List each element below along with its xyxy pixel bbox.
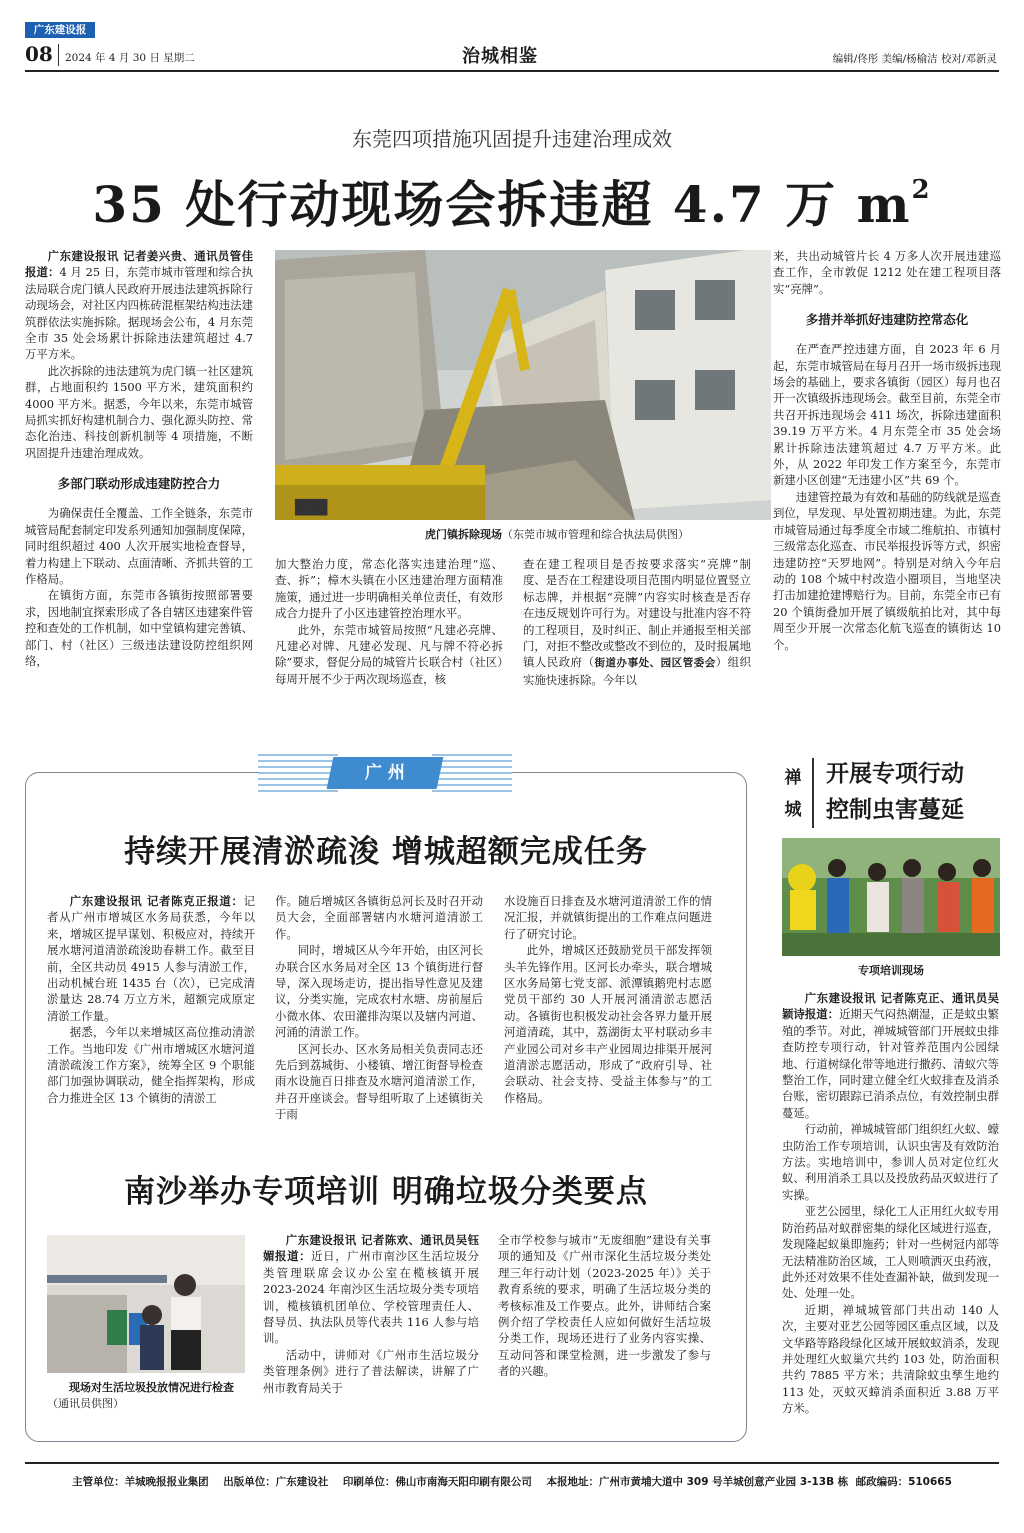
lead-paragraph-7b: ）组织实施快速拆除。今年以 <box>523 655 751 687</box>
nansha-paragraph-1: 近日，广州市南沙区生活垃圾分类管理联席会议办公室在榄核镇开展 2023-2024 年南沙区生活垃圾分类专项培训，榄核镇机团单位、学校管理责任人、督导员、执法队员等代表共 116 人参与培训。 <box>263 1249 479 1346</box>
lead-subtitle: 东莞四项措施巩固提升违建治理成效 <box>352 127 672 151</box>
guangzhou-banner-deco-left <box>258 752 338 792</box>
nansha-col-2 <box>498 1232 711 1380</box>
lead-paragraph-8: 来，共出动城管片长 4 万多人次开展违建巡查工作，全市敦促 1212 处在建工程项目落实“亮牌”。 <box>773 249 1001 296</box>
guangzhou-col-2 <box>275 893 483 1123</box>
guangzhou-paragraph-2: 据悉，今年以来增城区高位推动清淤工作。当地印发《广州市增城区水塘河道清淤疏浚工作方案》，统筹全区 9 个职能部门加强协调联动，健全指挥架构，形成合力推进全区 13 个镇街的清淤工 <box>47 1025 255 1105</box>
demolition-photo-caption <box>425 526 775 542</box>
lead-paragraph-7-note: 街道办事处、园区管委会 <box>594 657 716 670</box>
lead-title-superscript: 2 <box>911 175 932 205</box>
lead-byline: 广东建设报讯 记者姜兴贵、通讯员管佳报道： <box>25 249 253 280</box>
chancheng-divider <box>812 758 814 828</box>
guangzhou-paragraph-3: 作。随后增城区各镇街总河长及时召开动员大会，全面部署辖内水塘河道清淤工作。 <box>275 894 483 941</box>
lead-col-3 <box>523 556 751 688</box>
guangzhou-banner-label: 广 州 <box>365 763 405 783</box>
guangzhou-banner-deco-right <box>432 752 512 792</box>
lead-paragraph-5: 加大整治力度，常态化落实违建治理“巡、查、拆”；樟木头镇在小区违建治理方面精准施策，通过进一步明确相关单位责任，有效形成合力提升了小区违建管控治理水平。 <box>275 557 503 621</box>
chancheng-col <box>782 990 999 1417</box>
chancheng-title-line-1: 开展专项行动 <box>826 760 964 787</box>
issue-date: 2024 年 4 月 30 日 星期二 <box>65 52 195 64</box>
page-number-divider <box>58 44 59 66</box>
chancheng-title-line-2: 控制虫害蔓延 <box>826 796 964 823</box>
nansha-col-1 <box>263 1232 479 1396</box>
chancheng-photo-caption: 专项培训现场 <box>858 964 924 977</box>
lead-paragraph-4: 在镇街方面，东莞市各镇街按照部署要求，因地制宜探索形成了各自辖区违建案件管控和查处的工作机制，如中堂镇构建完善镇、部门、村（社区）三级违法建设防控组织网络， <box>25 588 253 668</box>
nansha-caption-source: （通讯员供图） <box>47 1397 124 1410</box>
editor-credits: 编辑/佟彤 美编/杨榆洁 校对/邓新灵 <box>832 53 997 65</box>
footer-rule <box>25 1462 999 1464</box>
chancheng-paragraph-1: 近期天气闷热潮湿，正是蚊虫繁殖的季节。对此，禅城城管部门开展蚊虫排查防控专项行动，针对管养范围内公园绿地、行道树绿化带等地进行撒药、清蚁穴等整治工作，同时建立健全红火蚁排查及消杀台账，密切跟踪已消杀点位，有效控制虫群蔓延。 <box>782 1007 999 1120</box>
nansha-title: 南沙举办专项培训 明确垃圾分类要点 <box>124 1174 648 1210</box>
lead-col-1 <box>25 248 253 669</box>
guangzhou-byline: 广东建设报讯 记者陈克正报道： <box>69 894 244 908</box>
chancheng-district-char-1: 禅 <box>784 768 802 788</box>
chancheng-title <box>826 756 964 828</box>
nansha-photo <box>47 1235 245 1373</box>
guangzhou-paragraph-5: 区河长办、区水务局相关负责同志还先后到荔城街、小楼镇、增江街督导检查雨水设施百日排查及水塘河道清淤工作，并召开座谈会。督导组听取了上述镇街关于雨 <box>275 1041 483 1122</box>
lead-col-2 <box>275 556 503 687</box>
guangzhou-paragraph-1: 记者从广州市增城区水务局获悉，今年以来，增城区提早谋划、积极应对，持续开展水塘河道清淤疏浚助春耕工作。截至目前，全区共动员 4915 人参与清淤工作，出动机械台班 1435 台（次），已完成清淤量达 28.74 万立方米，超额完成原定清淤工作量。 <box>47 894 255 1023</box>
section-title: 治城相鉴 <box>462 46 538 67</box>
demolition-photo <box>275 250 771 520</box>
footer-publisher-info: 主管单位：羊城晚报报业集团 出版单位：广东建设社 印刷单位：佛山市南海天阳印刷有限公司 本报地址：广州市黄埔大道中 309 号羊城创意产业园 3-13B 栋 邮政编码：510665 <box>72 1476 952 1488</box>
guangzhou-paragraph-4: 同时，增城区从今年开始，由区河长办联合区水务局对全区 13 个镇街进行督导，深入现场走访，提出指导性意见及建议，分类实施，完成农村水塘、房前屋后小微水体、农田灌排沟渠以及辖内河道、河涌的清淤工作。 <box>275 943 483 1040</box>
guangzhou-banner <box>327 757 444 789</box>
guangzhou-col-1 <box>47 893 255 1106</box>
chancheng-paragraph-2: 行动前，禅城城管部门组织红火蚁、蠓虫防治工作专项培训，认识虫害及有效防治方法。实地培训中，参训人员对定位红火蚁、利用消杀工具以及投放药品灭蚁进行了实操。 <box>782 1122 999 1202</box>
page-number: 08 <box>25 42 53 66</box>
chancheng-byline: 广东建设报讯 记者陈克正、通讯员吴颖诗报道： <box>782 991 999 1022</box>
guangzhou-title: 持续开展清淤疏浚 增城超额完成任务 <box>124 834 648 870</box>
chancheng-district-char-2: 城 <box>784 800 802 820</box>
nansha-paragraph-3: 全市学校参与城市“无废细胞”建设有关事项的通知及《广州市深化生活垃圾分类处理三年行动计划（2023-2025 年）》关于教育系统的要求，明确了生活垃圾分类的考核标准及工作要点。此外，讲师结合案例介绍了学校责任人应如何做好生活垃圾分类工作，现场还进行了业务内容实操、互动问答和课堂检测，进一步激发了参与者的兴趣。 <box>498 1233 711 1379</box>
chancheng-paragraph-4: 近期，禅城城管部门共出动 140 人次，主要对亚艺公园等园区重点区域，以及文华路等路段绿化区域开展蚊蚁消杀，发现并处理红火蚁巢穴共约 103 处，防治面积共约 7885 平方米；共清除蚊虫孳生地约 113 处，灭蚊灭蟑消杀面积近 3.88 万平方米。 <box>782 1302 999 1416</box>
nansha-paragraph-2: 活动中，讲师对《广州市生活垃圾分类管理条例》进行了普法解读，讲解了广州市教育局关于 <box>263 1347 479 1395</box>
chancheng-paragraph-3: 亚艺公园里，绿化工人正用红火蚁专用防治药品对蚁群密集的绿化区域进行巡查，发现隆起蚁巢即施药；针对一些树冠内部等无法精准防治区域，工人则喷洒灭虫药液，此外还对效果不佳处查漏补缺，做到发现一处、处理一处。 <box>782 1204 999 1301</box>
demolition-caption-text: 虎门镇拆除现场 <box>425 528 502 541</box>
guangzhou-paragraph-6: 水设施百日排查及水塘河道清淤工作的情况汇报，并就镇街提出的工作难点问题进行了研究讨论。 <box>504 894 712 941</box>
lead-paragraph-2: 此次拆除的违法建筑为虎门镇一社区建筑群，占地面积约 1500 平方米，建筑面积约 4000 平方米。据悉，今年以来，东莞市城管局抓实抓好构建机制合力、强化源头防控、常态化治违、科技创新机制等 4 项措施，不断巩固提升违建治理成效。 <box>25 363 253 460</box>
guangzhou-col-3 <box>504 893 712 1106</box>
chancheng-photo <box>782 838 1000 956</box>
lead-paragraph-3: 为确保责任全覆盖、工作全链条，东莞市城管局配套制定印发系列通知加强制度保障，同时组织超过 400 人次开展实地检查督导，着力构建上下联动、点面清晰、齐抓共管的工作格局。 <box>25 506 253 586</box>
lead-subhead-2: 多措并举抓好违建防控常态化 <box>805 312 969 328</box>
demolition-caption-source: （东莞市城市管理和综合执法局供图） <box>502 528 689 541</box>
guangzhou-paragraph-7: 此外，增城区还鼓励党员干部发挥领头羊先锋作用。区河长办牵头，联合增城区水务局第七党支部、派潭镇鹅兜村志愿党员干部约 30 人开展河涌清淤志愿活动。各镇街也积极发动社会各界力量开展河道清疏，其中，荔湖街太平村联动乡丰产业园公司对乡丰产业园周边排渠开展河道清淤志愿活动，形成了“政府引导、社会联动、社会支持、受益主体参与”的工作格局。 <box>504 943 712 1105</box>
lead-paragraph-6: 此外，东莞市城管局按照“凡建必亮牌、凡建必对牌、凡建必发现、凡与牌不符必拆除”要求，督促分局的城管片长联合村（社区）每周开展不少于两次现场巡查，核 <box>275 622 503 686</box>
svg-text:███: ███ <box>295 500 328 516</box>
lead-paragraph-9: 在严查严控违建方面，自 2023 年 6 月起，东莞市城管局在每月召开一场市级拆违现场会的基础上，要求各镇街（园区）每月也召开一次镇级拆违现场会。截至目前，东莞全市共召开拆违现场会 411 场次，拆除违建面积 39.19 万平方米。4 月东莞全市 35 处会场累计拆除违法建筑超过 4.7 万平方米。此外，从 2022 年印发工作方案至今，东莞市新建小区创建“无违建小区”共 69 个。 <box>773 342 1001 488</box>
lead-paragraph-10: 违建管控最为有效和基础的防线就是巡查到位，早发现、早处置初期违建。为此，东莞市城管局通过每季度全市域二维航拍、市镇村三级常态化巡查、市民举报投诉等方式，织密违建防控“天罗地网”。特别是对纳入今年启动的 108 个城中村改造小圈项目，当地坚决打击加建抢建博赔行为。目前，东莞全市已有 20 个镇街叠加开展了镇级航拍比对，其中每周至少开展一次常态化航飞巡查的镇街达 10 个。 <box>773 489 1001 652</box>
lead-title <box>0 158 1024 237</box>
nansha-photo-illustration <box>47 1235 245 1373</box>
nansha-byline: 广东建设报讯 记者陈欢、通讯员吴钰媚报道： <box>263 1233 479 1264</box>
lead-paragraph-1: 4 月 25 日，东莞市城市管理和综合执法局联合虎门镇人民政府开展违法建筑拆除行动现场会，对社区内四栋砖混框架结构违法建筑群依法实施拆除。据现场会公布，4 月东莞全市 35 处会场累计拆除违法建筑超过 4.7 万平方米。 <box>25 265 253 362</box>
paper-name-tag: 广东建设报 <box>25 22 95 38</box>
masthead-rule <box>25 70 999 72</box>
chancheng-district-label <box>782 762 804 826</box>
lead-subhead-1: 多部门联动形成违建防控合力 <box>57 476 221 492</box>
nansha-photo-caption <box>47 1380 255 1412</box>
demolition-photo-illustration <box>275 250 771 520</box>
nansha-caption-text: 现场对生活垃圾投放情况进行检查 <box>69 1381 234 1394</box>
lead-paragraph-7a: 查在建工程项目是否按要求落实“亮牌”制度、是否在工程建设项目范围内明显位置竖立标志牌，并根据“亮牌”内容实时核查是否存在违反规划许可行为。对建设与批准内容不符的工程项目，及时纠正、制止并通报至相关部门，对拒不整改或整改不到位的，及时报属地镇人民政府（ <box>523 557 751 670</box>
lead-title-main: 35 处行动现场会拆违超 4.7 万 m <box>92 175 912 234</box>
chancheng-photo-illustration <box>782 838 1000 956</box>
lead-col-4 <box>773 248 1001 653</box>
